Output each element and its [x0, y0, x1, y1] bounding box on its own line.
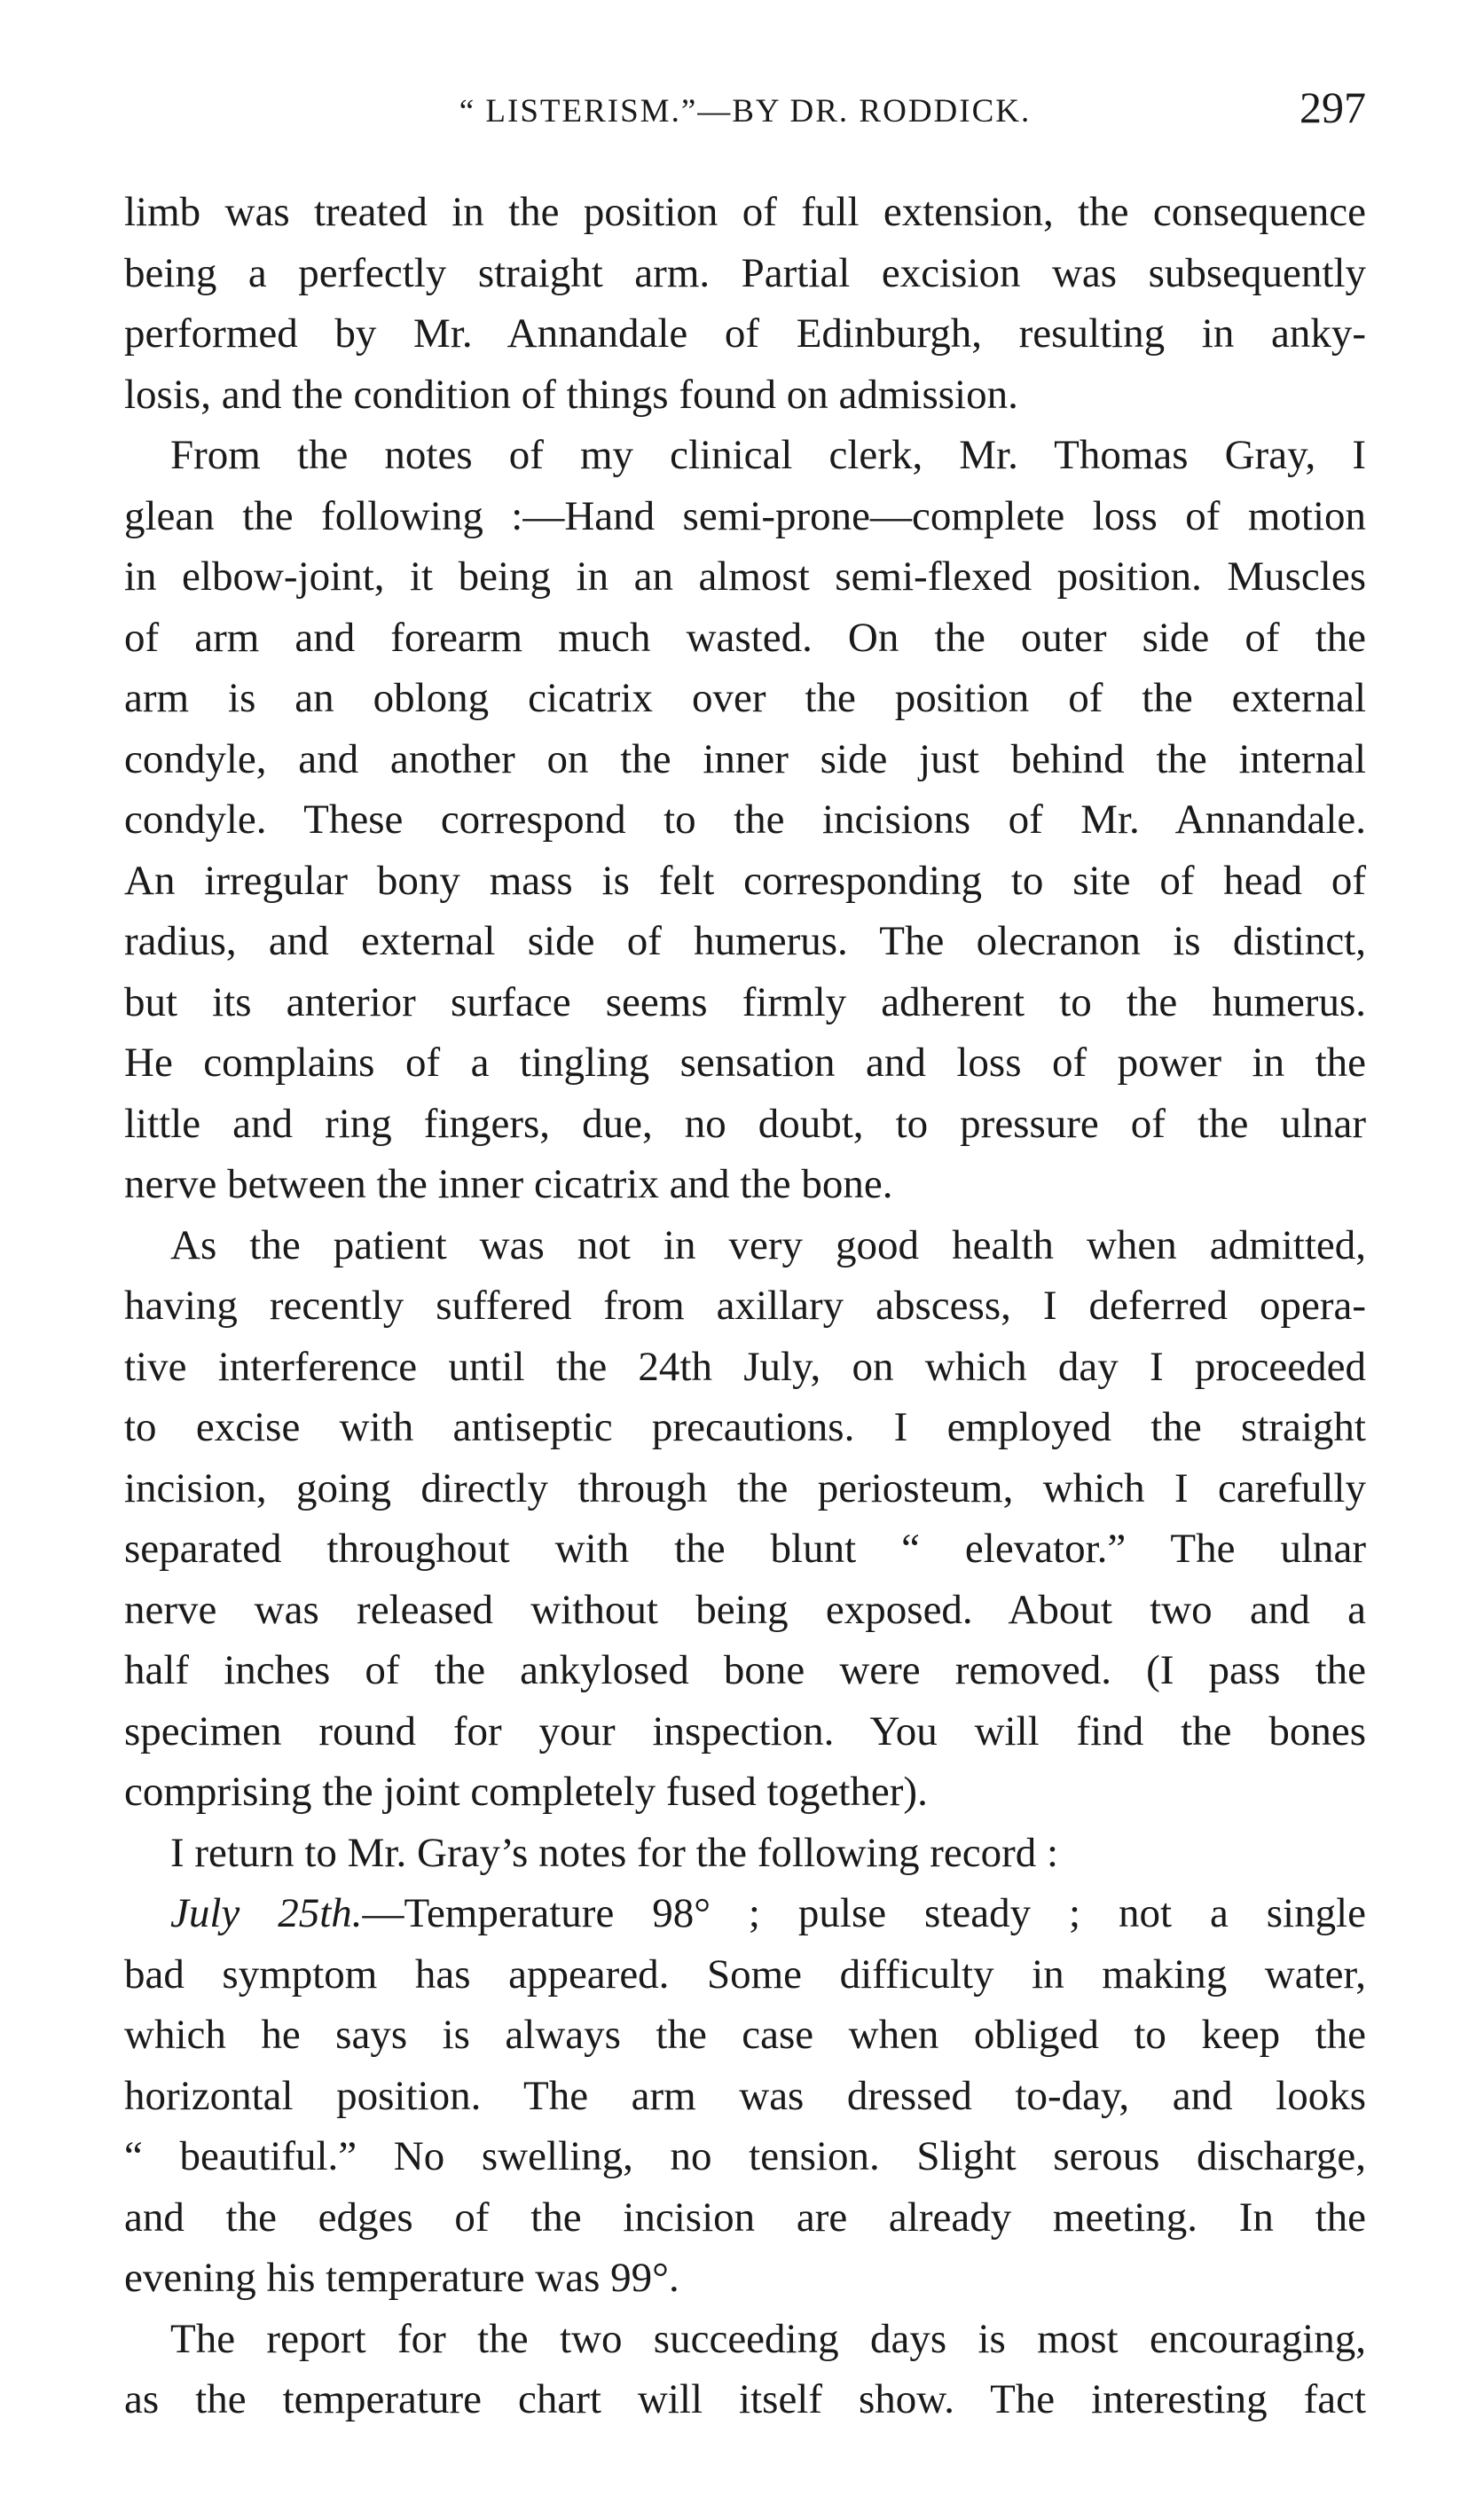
page-number: 297	[1299, 82, 1366, 132]
text-line: but its anterior surface seems firmly adherent to the humerus.	[124, 978, 1366, 1025]
paragraph	[124, 1883, 1366, 2309]
text-line: tive interference until the 24th July, on which day I proceeded	[124, 1343, 1366, 1390]
running-title: “ LISTERISM.”—BY DR. RODDICK.	[459, 93, 1032, 130]
text-line: condyle, and another on the inner side just behind the internal	[124, 735, 1366, 782]
text-line: “ beautiful.” No swelling, no tension. Slight serous discharge,	[124, 2133, 1366, 2179]
paragraph	[124, 2309, 1366, 2430]
text-line: performed by Mr. Annandale of Edinburgh, resulting in anky-	[124, 310, 1366, 357]
paragraph	[124, 1215, 1366, 1823]
text-line: From the notes of my clinical clerk, Mr. Thomas Gray, I	[170, 432, 1366, 478]
text-line: As the patient was not in very good health when admitted,	[170, 1221, 1366, 1268]
text-line: He complains of a tingling sensation and loss of power in the	[124, 1040, 1366, 1086]
paragraph	[124, 182, 1366, 425]
text-line: horizontal position. The arm was dressed to-day, and looks	[124, 2072, 1366, 2119]
paragraph	[124, 425, 1366, 1215]
text-line: being a perfectly straight arm. Partial excision was subsequently	[124, 249, 1366, 296]
text-line: The report for the two succeeding days is most encouraging,	[170, 2315, 1366, 2362]
text-line: evening his temperature was 99°.	[124, 2255, 679, 2301]
text-line: radius, and external side of humerus. The olecranon is distinct,	[124, 918, 1366, 964]
text-line: incision, going directly through the periosteum, which I carefully	[124, 1464, 1366, 1511]
text-line: losis, and the condition of things found on admission.	[124, 371, 1018, 418]
paragraph	[124, 1823, 1366, 1884]
text-line: nerve was released without being exposed. About two and a	[124, 1586, 1366, 1633]
text-line	[124, 1883, 1366, 1944]
text-line: little and ring fingers, due, no doubt, to pressure of the ulnar	[124, 1100, 1366, 1147]
text-line: in elbow-joint, it being in an almost semi-flexed position. Muscles	[124, 553, 1366, 600]
body-text	[124, 182, 1366, 2430]
text-line: bad symptom has appeared. Some difficulty in making water,	[124, 1951, 1366, 1998]
text-line: An irregular bony mass is felt corresponding to site of head of	[124, 857, 1366, 904]
text-line: glean the following :—Hand semi-prone—complete loss of motion	[124, 492, 1366, 539]
text-span: —Temperature 98° ; pulse steady ; not a single	[362, 1890, 1367, 1936]
text-line: which he says is always the case when obliged to keep the	[124, 2012, 1366, 2058]
text-line: as the temperature chart will itself show. The interesting fact	[124, 2376, 1366, 2422]
text-line: of arm and forearm much wasted. On the outer side of the	[124, 614, 1366, 661]
text-line: condyle. These correspond to the incisions of Mr. Annandale.	[124, 797, 1366, 843]
text-line: having recently suffered from axillary abscess, I deferred opera-	[124, 1283, 1366, 1329]
text-line: I return to Mr. Gray’s notes for the following record :	[170, 1829, 1059, 1876]
text-line: half inches of the ankylosed bone were removed. (I pass the	[124, 1647, 1366, 1693]
text-line: separated throughout with the blunt “ elevator.” The ulnar	[124, 1526, 1366, 1572]
text-line: limb was treated in the position of full extension, the consequence	[124, 189, 1366, 235]
text-line: specimen round for your inspection. You will find the bones	[124, 1707, 1366, 1754]
text-line: comprising the joint completely fused together).	[124, 1769, 928, 1815]
text-line: arm is an oblong cicatrix over the position of the external	[124, 675, 1366, 721]
running-head	[124, 82, 1366, 144]
text-line: nerve between the inner cicatrix and the bone.	[124, 1161, 893, 1207]
date-label: July 25th.	[170, 1890, 363, 1936]
text-line: to excise with antiseptic precautions. I employed the straight	[124, 1404, 1366, 1450]
text-line: and the edges of the incision are already meeting. In the	[124, 2194, 1366, 2241]
